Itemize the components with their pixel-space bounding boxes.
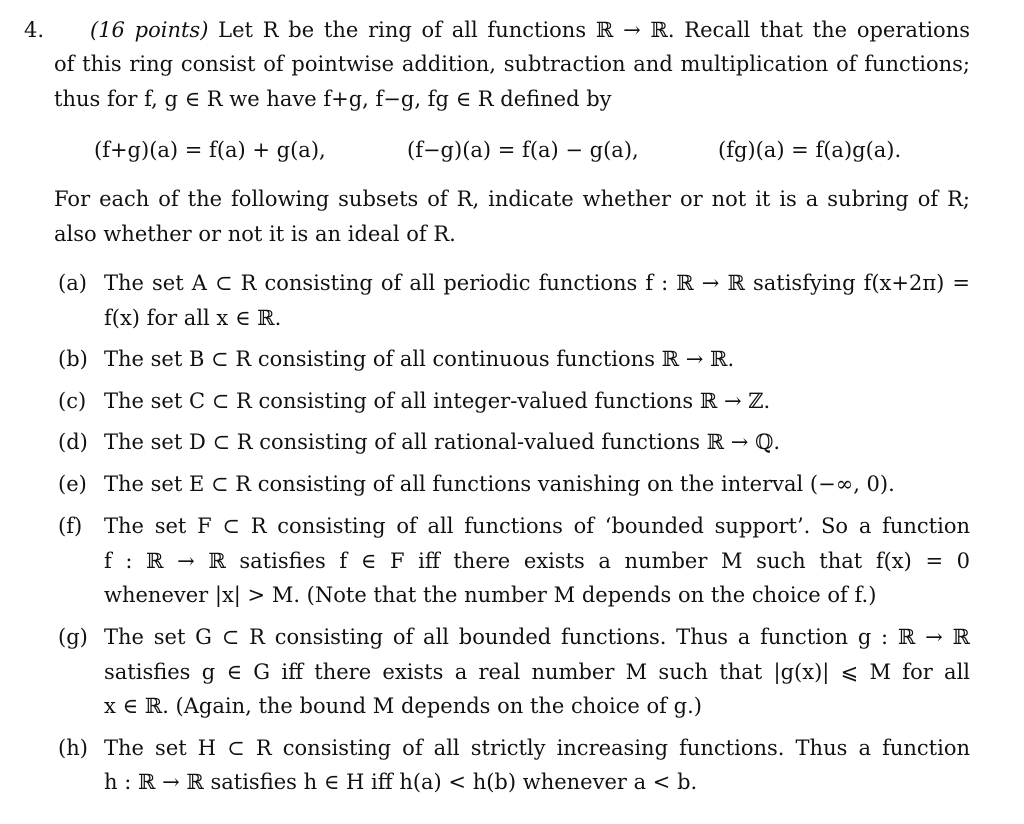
item-f-line-3: whenever |x| > M. (Note that the number M depends on the choice of f.) <box>104 583 877 607</box>
instruction-line-1: For each of the following subsets of R, indicate whether or not it is a subring of R; <box>54 187 970 211</box>
item-b-line-1: The set B ⊂ R consisting of all continuous functions ℝ → ℝ. <box>104 347 735 371</box>
problem-points: (16 points) <box>90 18 209 42</box>
equation-product: (fg)(a) = f(a)g(a). <box>718 138 902 162</box>
item-h-line-2: h : ℝ → ℝ satisfies h ∈ H iff h(a) < h(b) whenever a < b. <box>104 770 698 794</box>
item-g-line-3: x ∈ ℝ. (Again, the bound M depends on the choice of g.) <box>104 694 702 718</box>
problem-intro-line-2: of this ring consist of pointwise addition, subtraction and multiplication of functions; <box>54 52 970 76</box>
item-a-line-1: The set A ⊂ R consisting of all periodic functions f : ℝ → ℝ satisfying f(x+2π) = <box>104 271 970 295</box>
equation-difference: (f−g)(a) = f(a) − g(a), <box>407 138 639 162</box>
item-e-label: (e) <box>58 472 87 496</box>
item-d-label: (d) <box>58 430 88 454</box>
item-c-label: (c) <box>58 389 87 413</box>
item-a-label: (a) <box>58 271 87 295</box>
item-f-line-2: f : ℝ → ℝ satisfies f ∈ F iff there exists a number M such that f(x) = 0 <box>104 549 970 573</box>
item-a-line-2: f(x) for all x ∈ ℝ. <box>104 306 282 330</box>
intro-line-1-text: Let R be the ring of all functions ℝ → ℝ. Recall that the operations <box>218 18 970 42</box>
item-g-label: (g) <box>58 625 88 649</box>
item-f-line-1: The set F ⊂ R consisting of all functions of ‘bounded support’. So a function <box>104 514 970 538</box>
item-g-line-1: The set G ⊂ R consisting of all bounded functions. Thus a function g : ℝ → ℝ <box>104 625 970 649</box>
item-g-line-2: satisfies g ∈ G iff there exists a real number M such that |g(x)| ⩽ M for all <box>104 660 970 684</box>
problem-intro-line-3: thus for f, g ∈ R we have f+g, f−g, fg ∈ R defined by <box>54 87 612 111</box>
problem-number: 4. <box>24 18 45 42</box>
equation-sum: (f+g)(a) = f(a) + g(a), <box>94 138 326 162</box>
instruction-line-2: also whether or not it is an ideal of R. <box>54 222 456 246</box>
item-h-label: (h) <box>58 736 88 760</box>
item-f-label: (f) <box>58 514 83 538</box>
item-b-label: (b) <box>58 347 88 371</box>
item-e-line-1: The set E ⊂ R consisting of all functions vanishing on the interval (−∞, 0). <box>104 472 895 496</box>
item-d-line-1: The set D ⊂ R consisting of all rational-valued functions ℝ → ℚ. <box>104 430 781 454</box>
problem-intro-line-1 <box>54 16 970 44</box>
item-h-line-1: The set H ⊂ R consisting of all strictly increasing functions. Thus a function <box>104 736 970 760</box>
item-c-line-1: The set C ⊂ R consisting of all integer-valued functions ℝ → ℤ. <box>104 389 771 413</box>
